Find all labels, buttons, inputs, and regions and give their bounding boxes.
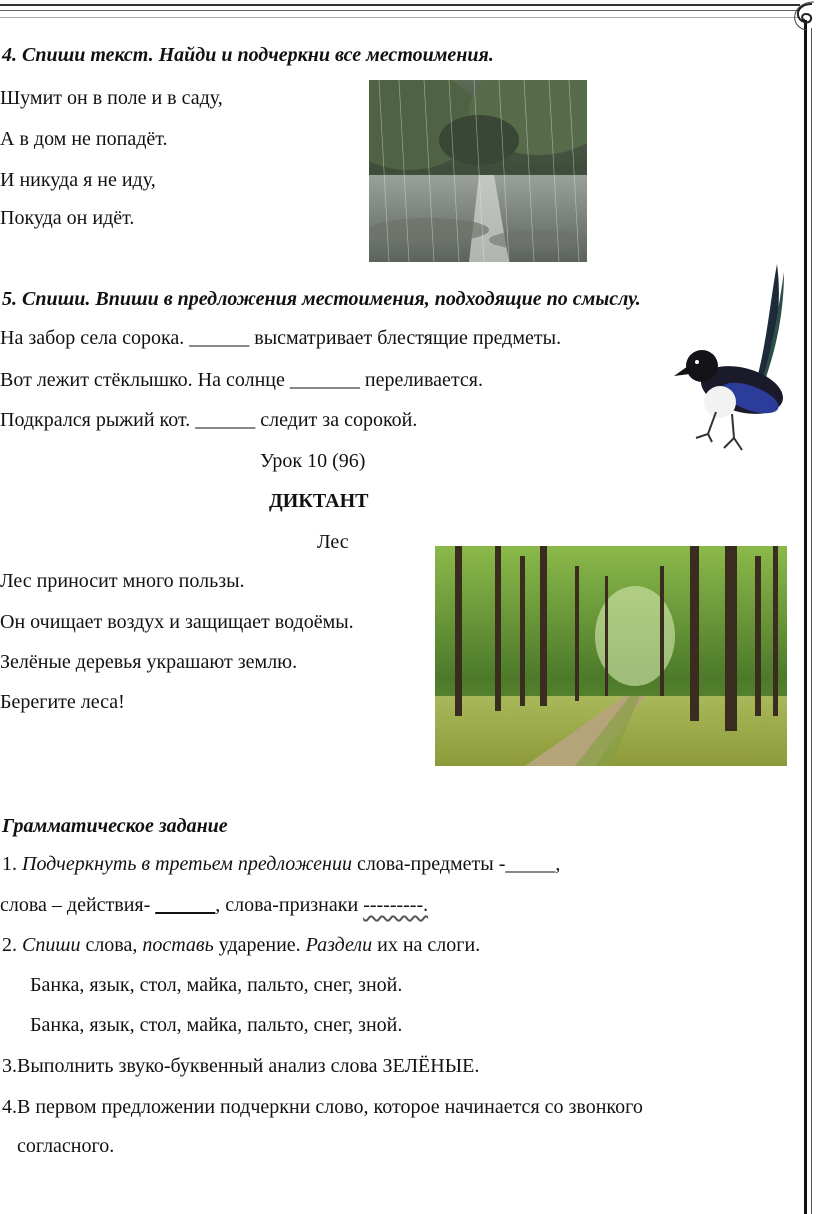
words-line: Банка, язык, стол, майка, пальто, снег, зной. bbox=[30, 974, 403, 996]
frame-corner-ornament bbox=[784, 0, 816, 40]
dictation-line: Зелёные деревья украшают землю. bbox=[0, 651, 298, 673]
magpie-illustration bbox=[672, 262, 792, 462]
grammar-item-4-cont: согласного. bbox=[17, 1135, 115, 1157]
frame-top-line bbox=[0, 17, 800, 18]
task5-sentence: На забор села сорока. ______ высматривает блестящие предметы. bbox=[0, 327, 562, 349]
words-line: Банка, язык, стол, майка, пальто, снег, зной. bbox=[30, 1014, 403, 1036]
dictation-subtitle: Лес bbox=[317, 531, 349, 553]
poem-line: Шумит он в поле и в саду, bbox=[0, 87, 223, 109]
task5-sentence: Подкрался рыжий кот. ______ следит за сорокой. bbox=[0, 409, 418, 431]
frame-right-line bbox=[811, 28, 812, 1214]
grammar-item-4: 4.В первом предложении подчеркни слово, которое начинается со звонкого bbox=[2, 1096, 643, 1118]
grammar-title: Грамматическое задание bbox=[2, 815, 228, 837]
dictation-line: Лес приносит много пользы. bbox=[0, 570, 245, 592]
frame-right-line bbox=[804, 20, 807, 1214]
item2-spishi: Спиши bbox=[22, 934, 81, 956]
item-number: 2. bbox=[2, 934, 22, 956]
item1-line2a: слова – действия- bbox=[0, 894, 156, 916]
poem-line: А в дом не попадёт. bbox=[0, 128, 168, 150]
lesson-number: Урок 10 (96) bbox=[260, 450, 366, 472]
rain-photo bbox=[369, 80, 587, 262]
item1-instruction: Подчеркнуть в третьем предложении bbox=[22, 853, 352, 875]
dictation-line: Берегите леса! bbox=[0, 691, 125, 713]
task4-title: 4. Спиши текст. Найди и подчеркни все местоимения. bbox=[2, 44, 494, 66]
item2-text2: ударение. bbox=[213, 934, 306, 956]
item2-postav: поставь bbox=[142, 934, 214, 956]
forest-photo bbox=[435, 546, 787, 766]
grammar-item-1 bbox=[2, 852, 560, 876]
dictation-heading: ДИКТАНТ bbox=[269, 490, 369, 512]
item-number: 1. bbox=[2, 853, 22, 875]
frame-top-line bbox=[0, 4, 800, 6]
poem-line: И никуда я не иду, bbox=[0, 169, 156, 191]
grammar-item-1-line2 bbox=[0, 893, 428, 917]
item1-blank: ______ bbox=[155, 894, 216, 916]
frame-top-line bbox=[0, 10, 800, 11]
item1-dots: ---------. bbox=[363, 894, 429, 916]
item1-line2b: , слова-признаки bbox=[215, 894, 364, 916]
item2-text3: их на слоги. bbox=[372, 934, 481, 956]
grammar-item-2 bbox=[2, 933, 480, 957]
task5-title: 5. Спиши. Впиши в предложения местоимения, подходящие по смыслу. bbox=[2, 288, 641, 310]
item2-razdeli: Раздели bbox=[305, 934, 373, 956]
item1-rest: слова-предметы -_____, bbox=[351, 853, 561, 875]
item2-text1: слова, bbox=[80, 934, 143, 956]
task5-sentence: Вот лежит стёклышко. На солнце _______ переливается. bbox=[0, 369, 483, 391]
grammar-item-3: 3.Выполнить звуко-буквенный анализ слова ЗЕЛЁНЫЕ. bbox=[2, 1055, 480, 1077]
dictation-line: Он очищает воздух и защищает водоёмы. bbox=[0, 611, 354, 633]
poem-line: Покуда он идёт. bbox=[0, 207, 135, 229]
